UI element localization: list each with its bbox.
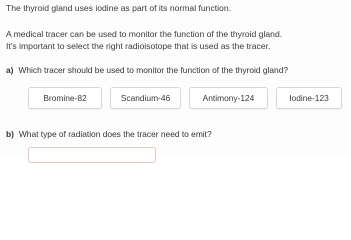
option-antimony-124[interactable]: Antimony-124 — [189, 87, 268, 109]
context-line-1: A medical tracer can be used to monitor the function of the thyroid gland. — [6, 29, 283, 39]
intro-text: The thyroid gland uses iodine as part of its normal function. — [6, 3, 231, 13]
question-a-text: Which tracer should be used to monitor the function of the thyroid gland? — [18, 65, 289, 75]
question-b-text: What type of radiation does the tracer need to emit? — [18, 129, 212, 139]
option-iodine-123[interactable]: Iodine-123 — [276, 87, 342, 109]
question-b-letter: b) — [6, 129, 14, 139]
question-a-letter: a) — [6, 65, 14, 75]
radiation-answer-input[interactable] — [29, 150, 159, 166]
radiation-answer-box[interactable] — [28, 147, 156, 163]
context-text — [6, 28, 346, 52]
option-scandium-46[interactable]: Scandium-46 — [110, 87, 181, 109]
question-a — [6, 65, 288, 76]
option-bromine-82[interactable]: Bromine-82 — [28, 87, 102, 109]
question-b — [6, 129, 212, 140]
context-line-2: It's important to select the right radioisotope that is used as the tracer. — [6, 41, 271, 51]
